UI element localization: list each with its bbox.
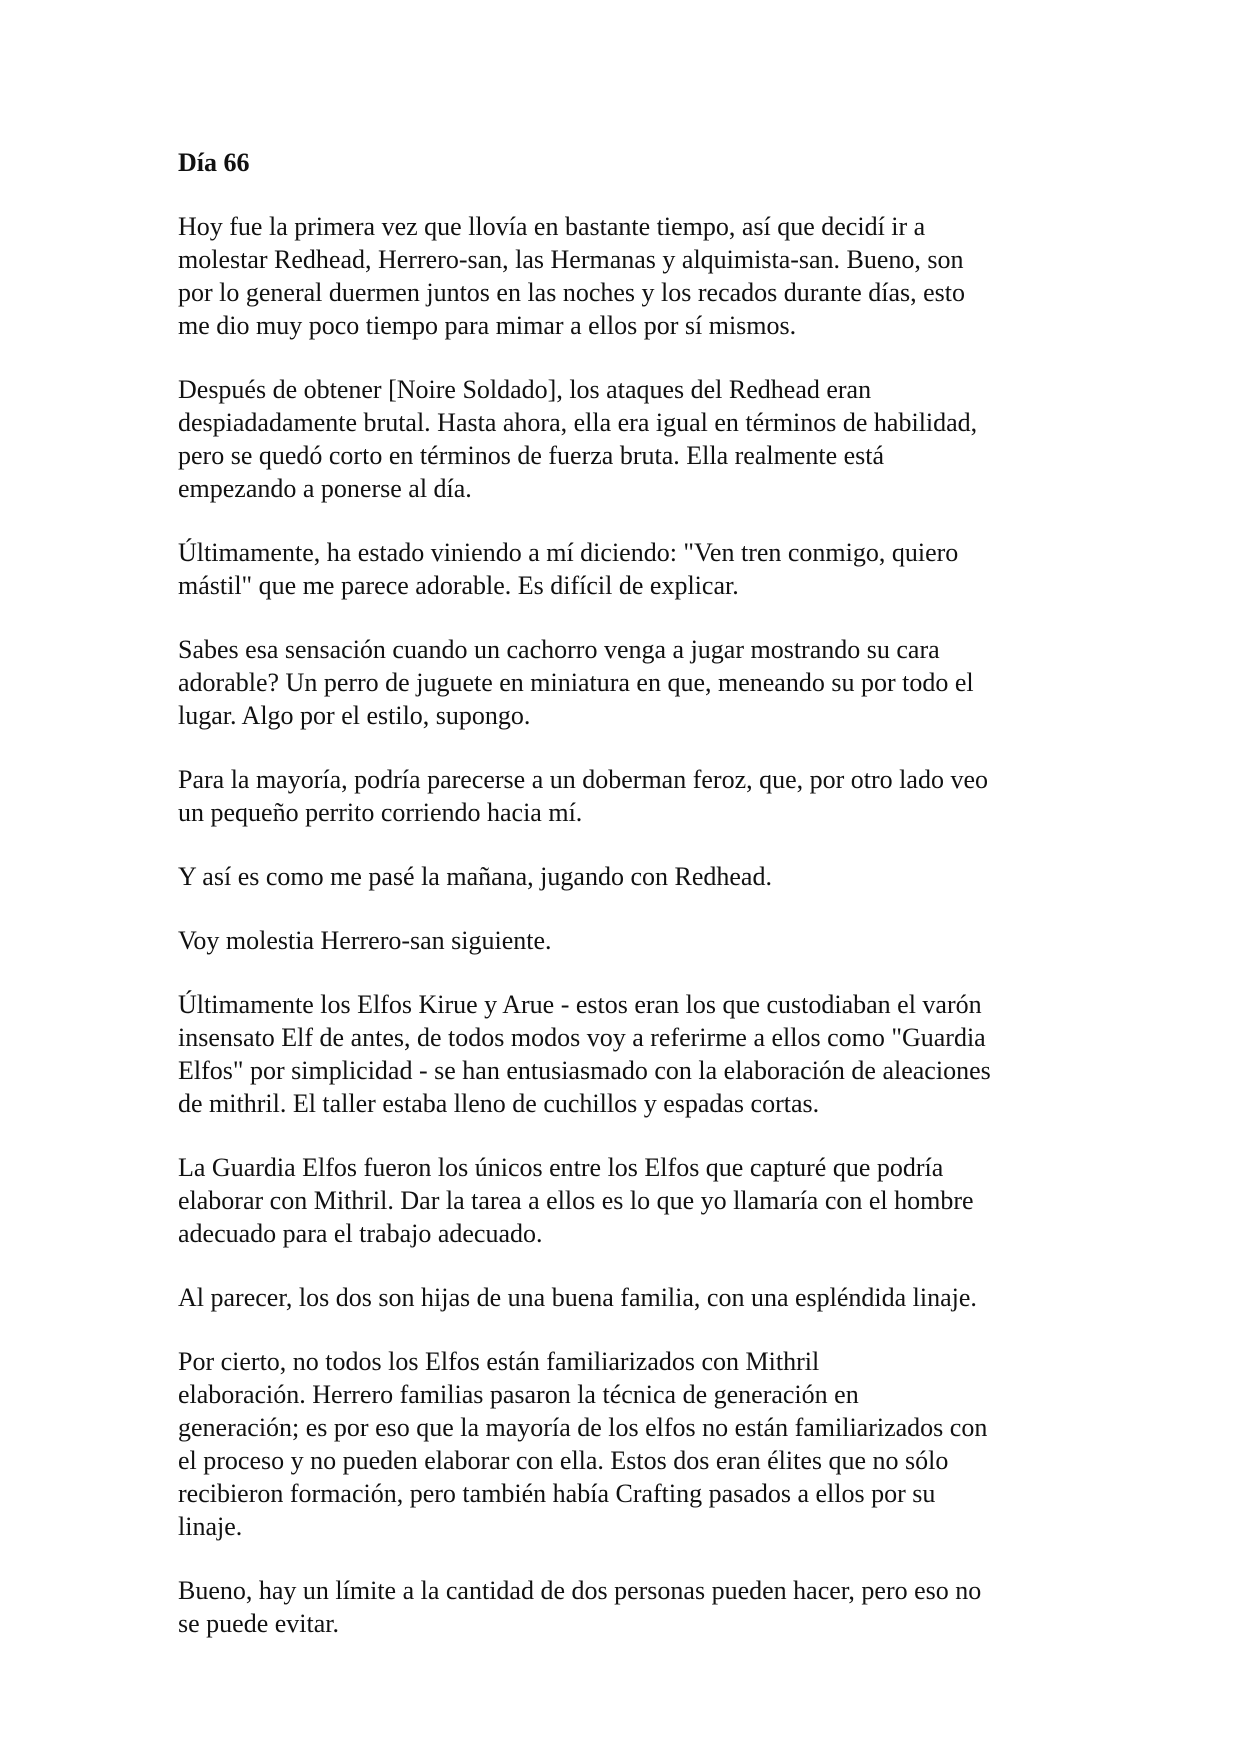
text-line: Bueno, hay un límite a la cantidad de dos personas pueden hacer, pero eso no xyxy=(178,1576,982,1605)
page-title: Día 66 xyxy=(178,148,250,177)
text-line: Sabes esa sensación cuando un cachorro venga a jugar mostrando su cara xyxy=(178,635,940,664)
text-line: por lo general duermen juntos en las noches y los recados durante días, esto xyxy=(178,278,965,307)
paragraph xyxy=(178,763,1078,829)
text-line: Hoy fue la primera vez que llovía en bastante tiempo, así que decidí ir a xyxy=(178,212,926,241)
text-line: empezando a ponerse al día. xyxy=(178,474,472,503)
text-line: de mithril. El taller estaba lleno de cuchillos y espadas cortas. xyxy=(178,1089,820,1118)
text-line: La Guardia Elfos fueron los únicos entre los Elfos que capturé que podría xyxy=(178,1153,944,1182)
text-line: Para la mayoría, podría parecerse a un doberman feroz, que, por otro lado veo xyxy=(178,765,988,794)
paragraph xyxy=(178,1151,1078,1250)
text-line: lugar. Algo por el estilo, supongo. xyxy=(178,701,531,730)
text-line: Voy molestia Herrero-san siguiente. xyxy=(178,926,552,955)
text-line: pero se quedó corto en términos de fuerza bruta. Ella realmente está xyxy=(178,441,885,470)
text-line: Por cierto, no todos los Elfos están familiarizados con Mithril xyxy=(178,1347,820,1376)
paragraph xyxy=(178,988,1078,1120)
paragraph xyxy=(178,860,1078,893)
text-line: Y así es como me pasé la mañana, jugando con Redhead. xyxy=(178,862,772,891)
paragraph-list xyxy=(178,210,1078,1640)
paragraph xyxy=(178,924,1078,957)
text-line: adecuado para el trabajo adecuado. xyxy=(178,1219,543,1248)
text-line: elaborar con Mithril. Dar la tarea a ellos es lo que yo llamaría con el hombre xyxy=(178,1186,974,1215)
text-line: despiadadamente brutal. Hasta ahora, ella era igual en términos de habilidad, xyxy=(178,408,978,437)
paragraph xyxy=(178,1345,1078,1543)
text-line: Últimamente los Elfos Kirue y Arue - estos eran los que custodiaban el varón xyxy=(178,990,982,1019)
text-line: el proceso y no pueden elaborar con ella. Estos dos eran élites que no sólo xyxy=(178,1446,949,1475)
text-line: elaboración. Herrero familias pasaron la técnica de generación en xyxy=(178,1380,859,1409)
text-line: mástil" que me parece adorable. Es difícil de explicar. xyxy=(178,571,739,600)
text-line: Al parecer, los dos son hijas de una buena familia, con una espléndida linaje. xyxy=(178,1283,977,1312)
text-line: linaje. xyxy=(178,1512,243,1541)
paragraph xyxy=(178,1281,1078,1314)
text-line: me dio muy poco tiempo para mimar a ellos por sí mismos. xyxy=(178,311,797,340)
text-line: Elfos" por simplicidad - se han entusiasmado con la elaboración de aleaciones xyxy=(178,1056,991,1085)
text-line: se puede evitar. xyxy=(178,1609,339,1638)
paragraph xyxy=(178,536,1078,602)
text-line: Últimamente, ha estado viniendo a mí diciendo: "Ven tren conmigo, quiero xyxy=(178,538,959,567)
paragraph xyxy=(178,633,1078,732)
paragraph xyxy=(178,373,1078,505)
text-line: un pequeño perrito corriendo hacia mí. xyxy=(178,798,583,827)
text-line: Después de obtener [Noire Soldado], los ataques del Redhead eran xyxy=(178,375,872,404)
paragraph xyxy=(178,210,1078,342)
document-body xyxy=(178,146,1078,1671)
text-line: molestar Redhead, Herrero-san, las Hermanas y alquimista-san. Bueno, son xyxy=(178,245,964,274)
text-line: recibieron formación, pero también había Crafting pasados a ellos por su xyxy=(178,1479,936,1508)
text-line: generación; es por eso que la mayoría de los elfos no están familiarizados con xyxy=(178,1413,988,1442)
paragraph xyxy=(178,1574,1078,1640)
text-line: adorable? Un perro de juguete en miniatura en que, meneando su por todo el xyxy=(178,668,974,697)
text-line: insensato Elf de antes, de todos modos voy a referirme a ellos como "Guardia xyxy=(178,1023,986,1052)
